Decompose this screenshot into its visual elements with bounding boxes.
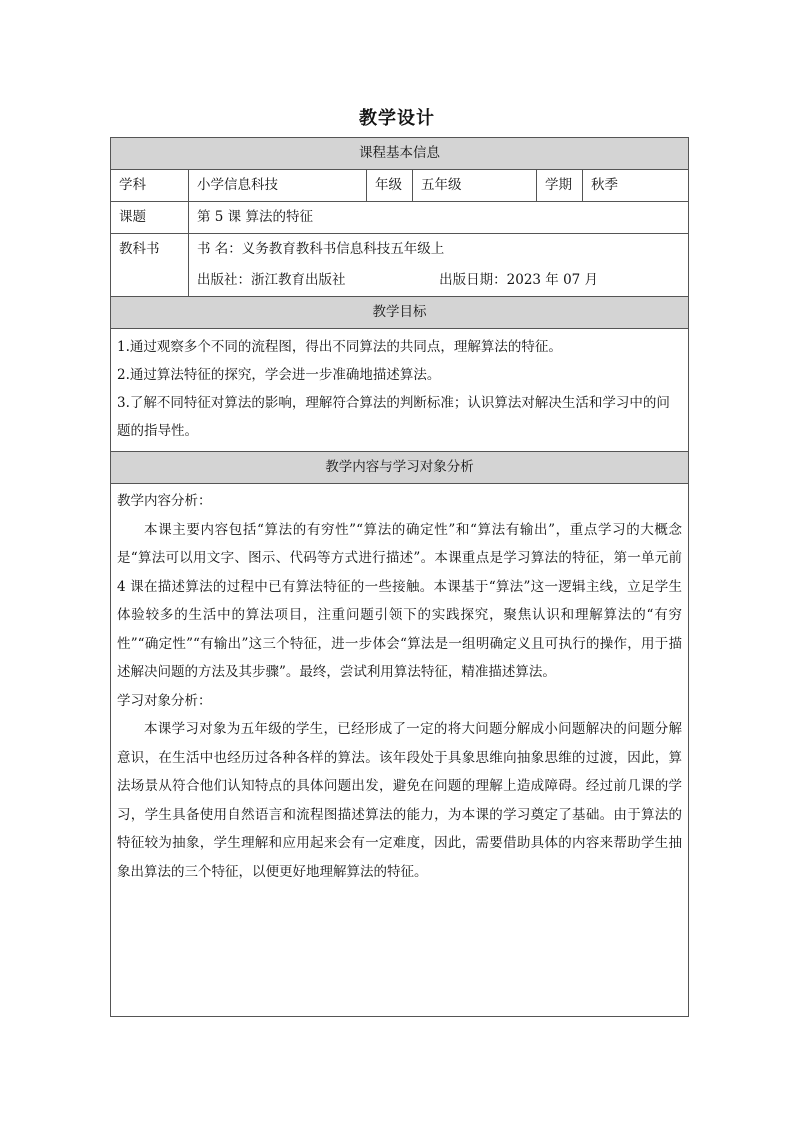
term-label: 学期 [537, 170, 583, 202]
section-objectives [111, 297, 689, 329]
textbook-label: 教科书 [111, 234, 189, 297]
topic-label: 课题 [111, 202, 189, 234]
section-analysis [111, 452, 689, 484]
textbook-row [111, 234, 689, 297]
publisher-row [197, 265, 680, 296]
textbook-name: 书 名：义务教育教科书信息科技五年级上 [197, 241, 445, 257]
topic-row [111, 202, 689, 234]
publish-date: 出版日期：2023 年 07 月 [439, 272, 599, 288]
lesson-plan-table [110, 137, 689, 1017]
term-value: 秋季 [583, 170, 689, 202]
section-course-info [111, 138, 689, 170]
section-header: 教学目标 [111, 297, 689, 329]
section-header: 教学内容与学习对象分析 [111, 452, 689, 484]
objectives-row [111, 329, 689, 452]
objective-item: 2.通过算法特征的探究，学会进一步准确地描述算法。 [117, 367, 441, 383]
learner-analysis-label: 学习对象分析： [117, 692, 212, 709]
grade-value: 五年级 [413, 170, 537, 202]
objective-item: 1.通过观察多个不同的流程图，得出不同算法的共同点，理解算法的特征。 [117, 339, 562, 355]
grade-label: 年级 [367, 170, 413, 202]
subject-value: 小学信息科技 [189, 170, 367, 202]
learner-analysis-text: 本课学习对象为五年级的学生，已经形成了一定的将大问题分解成小问题解决的问题分解意识，在生活中也经历过各种各样的算法。该年段处于具象思维向抽象思维的过渡，因此，算法场景从符合他们认知特点的具体问题出发，避免在问题的理解上造成障碍。经过前几课的学习，学生具备使用自然语言和流程图描述算法的能力，为本课的学习奠定了基础。由于算法的特征较为抽象，学生理解和应用起来会有一定难度，因此，需要借助具体的内容来帮助学生抽象出算法的三个特征，以便更好地理解算法的特征。 [117, 721, 683, 880]
document-title: 教学设计 [359, 108, 435, 129]
subject-label: 学科 [111, 170, 189, 202]
analysis-row [111, 484, 689, 1017]
content-analysis-label: 教学内容分析： [117, 493, 212, 509]
publisher: 出版社：浙江教育出版社 [197, 272, 346, 288]
objective-item: 3.了解不同特征对算法的影响，理解符合算法的判断标准；认识算法对解决生活和学习中的问题的指导性。 [117, 395, 670, 439]
section-header: 课程基本信息 [111, 138, 689, 170]
topic-value: 第 5 课 算法的特征 [189, 202, 689, 234]
subject-row [111, 170, 689, 202]
content-analysis-text: 本课主要内容包括“算法的有穷性”“算法的确定性”和“算法有输出”，重点学习的大概念是“算法可以用文字、图示、代码等方式进行描述”。本课重点是学习算法的特征，第一单元前 4 课在描述算法的过程中已有算法特征的一些接触。本课基于“算法”这一逻辑主线，立足学生体验较多的生活中的算法项目，注重问题引领下的实践探究，聚焦认识和理解算法的“有穷性”“确定性”“有输出”这三个特征，进一步体会“算法是一组明确定义且可执行的操作，用于描述解决问题的方法及其步骤”。最终，尝试利用算法特征，精准描述算法。 [117, 521, 683, 680]
